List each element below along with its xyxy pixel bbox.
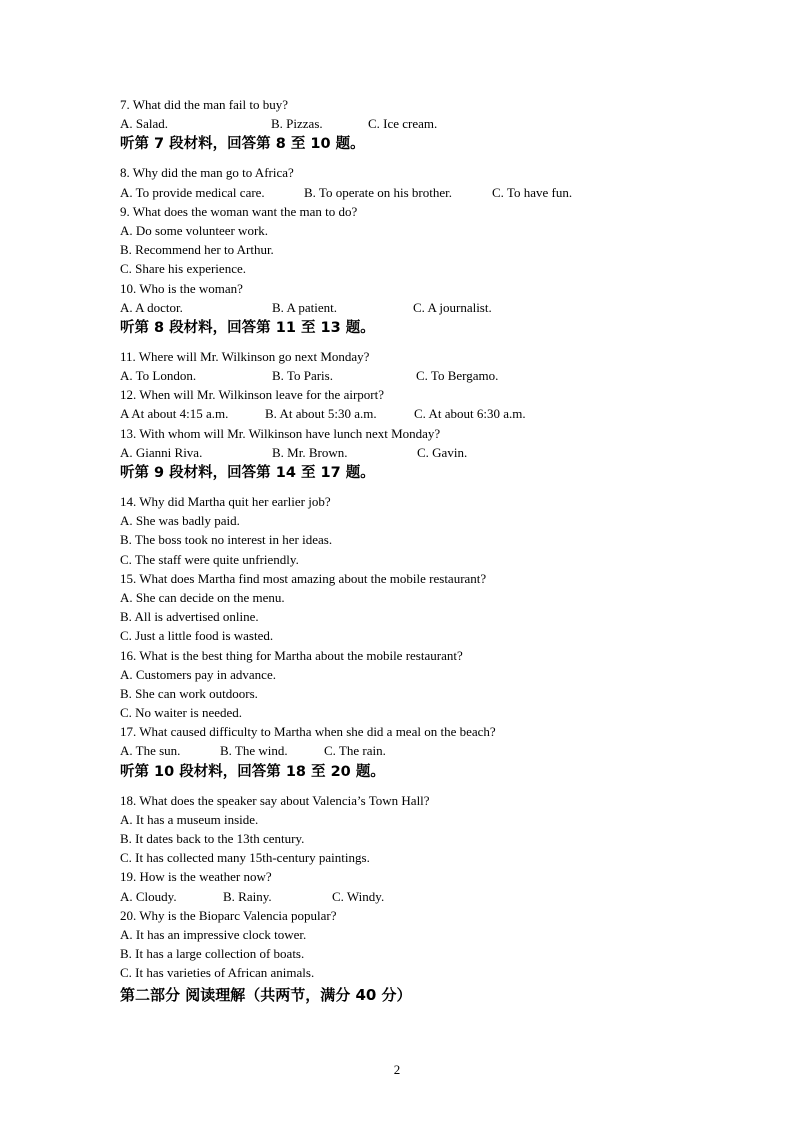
question-8-option-b: B. To operate on his brother. [304, 184, 452, 200]
page-number: 2 [393, 1062, 401, 1077]
question-7-options [120, 114, 680, 133]
question-18-option-a: A. It has a museum inside. [120, 811, 259, 827]
question-10-option-c: C. A journalist. [413, 299, 492, 315]
question-19-stem: 19. How is the weather now? [120, 869, 272, 885]
question-14-option-b: B. The boss took no interest in her ideas. [120, 532, 333, 548]
question-8-stem: 8. Why did the man go to Africa? [120, 165, 294, 181]
question-15-option-a: A. She can decide on the menu. [120, 589, 285, 605]
question-19-options [120, 887, 680, 906]
question-7-option-c: C. Ice cream. [368, 116, 438, 132]
question-11-stem: 11. Where will Mr. Wilkinson go next Monday? [120, 348, 370, 364]
question-10-stem: 10. Who is the woman? [120, 280, 243, 296]
question-16-stem: 16. What is the best thing for Martha about the mobile restaurant? [120, 647, 463, 663]
question-18-stem: 18. What does the speaker say about Valencia’s Town Hall? [120, 792, 430, 808]
question-15-stem: 15. What does Martha find most amazing about the mobile restaurant? [120, 570, 487, 586]
question-10-option-b: B. A patient. [272, 299, 337, 315]
question-14-stem: 14. Why did Martha quit her earlier job? [120, 494, 331, 509]
question-7-option-b: B. Pizzas. [271, 116, 323, 132]
question-17-option-c: C. The rain. [324, 743, 386, 759]
question-20-option-c: C. It has varieties of African animals. [120, 965, 315, 981]
question-13-stem: 13. With whom will Mr. Wilkinson have lunch next Monday? [120, 425, 441, 441]
question-15-option-c: C. Just a little food is wasted. [120, 628, 274, 644]
question-9-option-a: A. Do some volunteer work. [120, 222, 269, 238]
section-heading-10: 听第 10 段材料，回答第 18 至 20 题。 [120, 763, 385, 780]
question-18-option-b: B. It dates back to the 13th century. [120, 831, 305, 846]
question-7-stem: 7. What did the man fail to buy? [120, 97, 288, 112]
question-8-option-c: C. To have fun. [492, 184, 573, 200]
question-9-option-c: C. Share his experience. [120, 261, 246, 277]
question-13-options [120, 443, 680, 462]
question-12-option-c: C. At about 6:30 a.m. [414, 406, 526, 422]
question-12-option-a: A At about 4:15 a.m. [120, 406, 229, 422]
question-7-option-a: A. Salad. [120, 116, 169, 132]
part-two-heading: 第二部分 阅读理解（共两节，满分 40 分） [120, 985, 412, 1004]
question-17-option-a: A. The sun. [120, 743, 181, 759]
question-12-option-b: B. At about 5:30 a.m. [265, 406, 377, 422]
question-13-option-c: C. Gavin. [417, 444, 468, 460]
question-20-option-a: A. It has an impressive clock tower. [120, 926, 307, 942]
question-16-option-b: B. She can work outdoors. [120, 685, 258, 701]
question-20-option-b: B. It has a large collection of boats. [120, 946, 305, 962]
question-17-option-b: B. The wind. [220, 743, 288, 759]
question-12-stem: 12. When will Mr. Wilkinson leave for the airport? [120, 387, 384, 403]
question-10-option-a: A. A doctor. [120, 299, 183, 315]
section-heading-8: 听第 8 段材料，回答第 11 至 13 题。 [120, 319, 375, 336]
question-15-option-b: B. All is advertised online. [120, 609, 259, 625]
section-heading-7: 听第 7 段材料，回答第 8 至 10 题。 [120, 136, 365, 153]
question-13-option-b: B. Mr. Brown. [272, 444, 348, 460]
section-heading-9: 听第 9 段材料，回答第 14 至 17 题。 [120, 465, 375, 481]
question-17-stem: 17. What caused difficulty to Martha when she did a meal on the beach? [120, 724, 496, 740]
question-10-options [120, 298, 680, 317]
question-11-option-b: B. To Paris. [272, 368, 333, 384]
question-18-option-c: C. It has collected many 15th-century paintings. [120, 850, 370, 866]
question-19-option-c: C. Windy. [332, 888, 385, 904]
question-9-option-b: B. Recommend her to Arthur. [120, 242, 274, 258]
question-9-stem: 9. What does the woman want the man to do? [120, 203, 358, 219]
page-content [120, 95, 680, 1007]
question-11-options [120, 366, 680, 385]
question-8-option-a: A. To provide medical care. [120, 184, 265, 200]
question-16-option-a: A. Customers pay in advance. [120, 666, 276, 682]
question-14-option-a: A. She was badly paid. [120, 513, 240, 529]
question-11-option-a: A. To London. [120, 368, 197, 384]
question-17-options [120, 741, 680, 760]
question-20-stem: 20. Why is the Bioparc Valencia popular? [120, 907, 337, 923]
question-19-option-a: A. Cloudy. [120, 888, 177, 904]
question-8-options [120, 183, 680, 202]
question-11-option-c: C. To Bergamo. [416, 368, 499, 384]
question-14-option-c: C. The staff were quite unfriendly. [120, 551, 299, 567]
question-16-option-c: C. No waiter is needed. [120, 705, 243, 721]
question-12-options [120, 404, 680, 423]
question-19-option-b: B. Rainy. [223, 888, 272, 904]
question-13-option-a: A. Gianni Riva. [120, 444, 203, 460]
